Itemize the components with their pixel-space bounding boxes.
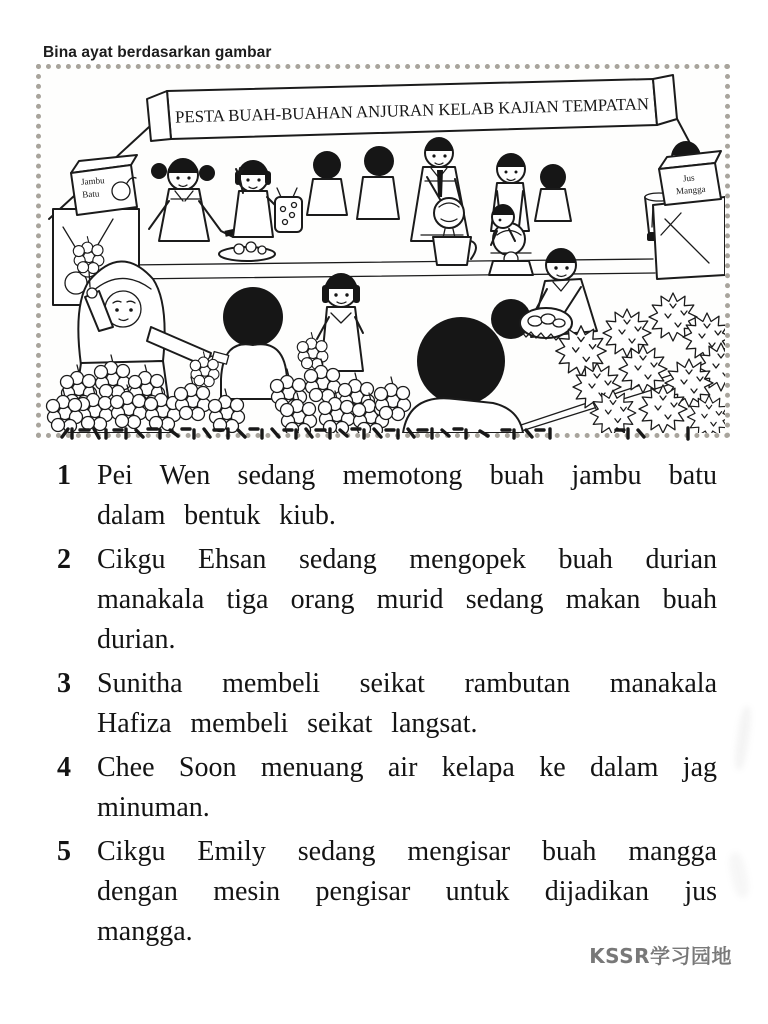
sentence-text: Chee Soon menuang air kelapa ke dalam jag minuman. <box>97 752 717 823</box>
watermark: KSSR学习园地 <box>589 944 732 968</box>
sentence-item <box>57 540 717 660</box>
banner-text: PESTA BUAH-BUAHAN ANJURAN KELAB KAJIAN TEMPATAN <box>174 94 657 127</box>
person-chee-soon <box>411 137 476 265</box>
sentence-number: 1 <box>57 460 71 491</box>
bleed-through-artifact <box>733 705 754 770</box>
clipped-text-artifact <box>56 425 696 441</box>
sentence-item <box>57 748 717 828</box>
sentence-item <box>57 456 717 536</box>
illustration-frame <box>36 64 730 438</box>
festival-banner <box>147 75 677 141</box>
page-title: Bina ayat berdasarkan gambar <box>43 44 272 61</box>
bleed-through-artifact <box>726 851 751 899</box>
festival-illustration <box>41 69 725 433</box>
sentence-text: Cikgu Ehsan sedang mengopek buah durian manakala tiga orang murid sedang makan buah durian. <box>97 544 717 655</box>
jambu-batu-sign <box>71 155 137 215</box>
person-girl-with-bag <box>233 160 302 237</box>
jus-sign-line2: Mangga <box>675 183 706 197</box>
jambu-sign-line2: Batu <box>81 188 100 200</box>
jambu-sign-line1: Jambu <box>80 175 105 187</box>
sentence-number: 3 <box>57 668 71 699</box>
sentence-text: Cikgu Emily sedang mengisar buah mangga dengan mesin pengisar untuk dijadikan jus mangga. <box>97 836 717 947</box>
sentence-number: 5 <box>57 836 71 867</box>
sentence-list <box>57 456 717 956</box>
jus-sign-line1: Jus <box>682 172 695 184</box>
sentence-number: 2 <box>57 544 71 575</box>
person-sunitha <box>297 273 363 371</box>
sentence-number: 4 <box>57 752 71 783</box>
sentence-text: Sunitha membeli seikat rambutan manakala Hafiza membeli seikat langsat. <box>97 668 717 739</box>
sentence-item <box>57 832 717 952</box>
sentence-text: Pei Wen sedang memotong buah jambu batu dalam bentuk kiub. <box>97 460 717 531</box>
sentence-item <box>57 664 717 744</box>
jus-mangga-stand <box>653 151 725 279</box>
